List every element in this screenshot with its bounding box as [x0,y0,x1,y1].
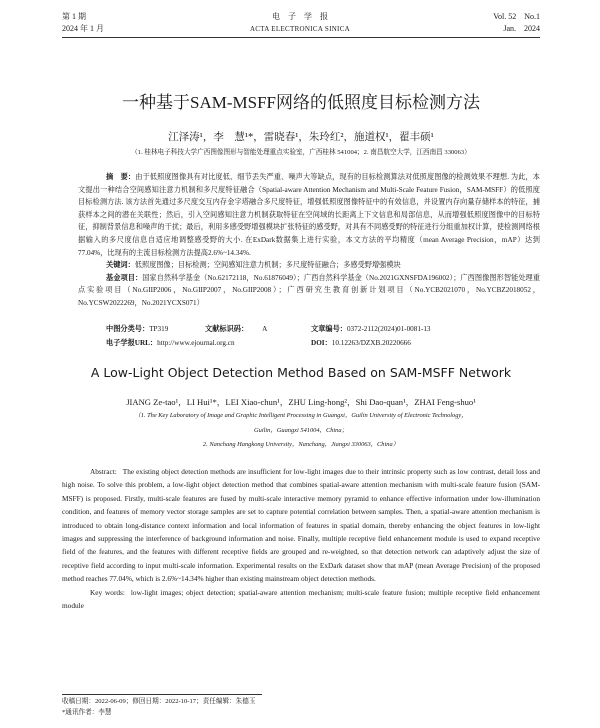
journal-name-cn: 电 子 学 报 [272,12,328,21]
article-number-value: 0372-2112(2024)01-0081-13 [346,325,431,333]
keywords-text-en: low-light images; object detection; spatial-aware attention mechanism; multi-scale feature fusion; multiple receptive field enhancement module [62,587,540,611]
keywords-label-cn: 关键词： [106,261,135,270]
classification-row [106,323,168,335]
authors-cn: 江泽涛¹，李 慧¹*，雷晓春¹，朱玲红²，施道权¹，翟丰硕¹ [168,132,434,143]
abstract-en [62,465,540,612]
doc-code-value: A [262,325,268,333]
affiliation-cn: （1. 桂林电子科技大学广西图像图形与智能处理重点实验室，广西桂林 541004；2. 南昌航空大学，江西南昌 330063） [131,149,471,156]
doc-code-row [205,323,267,335]
header-rule [62,37,540,38]
header-left [62,11,104,35]
url-label: 电子学报URL： [106,339,158,347]
url-link[interactable]: http://www.ejournal.org.cn [157,339,235,347]
clc-value: TP319 [149,325,169,333]
url-row [106,337,235,349]
affiliation-en-line-1: （1. The Key Laboratory of Image and Graphic Intelligent Processing in Guangxi，Guilin University of Electronic Technology， [134,412,468,419]
affiliation-en-line-2: Guilin，Guangxi 541004，China； [254,426,348,434]
abstract-label-en: Abstract: [90,467,117,476]
title-cn: 一种基于SAM-MSFF网络的低照度目标检测方法 [122,93,480,112]
title-en: A Low-Light Object Detection Method Based on SAM-MSFF Network [90,365,512,380]
article-number-row [311,323,431,335]
date-cn: 2024 年 1 月 [62,24,104,33]
abstract-cn [78,171,540,310]
doi-value[interactable]: 10.12263/DZXB.20220666 [331,339,411,347]
article-number-label: 文章编号： [311,325,347,333]
issue-cn: 第 1 期 [62,12,86,21]
doi-label: DOI： [311,339,332,347]
date-en: Jan. 2024 [503,24,540,33]
doc-code-label: 文献标识码： [205,325,249,333]
volume-en: Vol. 52 No.1 [493,12,540,21]
keywords-text-cn: 低照度图像；目标检测；空间感知注意力机制；多尺度特征融合；多感受野增强模块 [134,261,401,270]
journal-name-en: ACTA ELECTRONICA SINICA [249,25,351,33]
header-center [200,11,400,35]
fund-label-cn: 基金项目： [106,273,143,282]
corresponding-author: *通讯作者：李慧 [62,709,112,716]
affiliation-en-line-3: 2. Nanchang Hangkong University，Nanchang，Jiangxi 330063，China） [202,441,400,448]
abstract-text-en: The existing object detection methods are insufficient for low-light images due to their intrinsic property such as low contrast, detail loss and high noise. To solve this problem, a low-light object detection method that combines spatial-aware attention mechanism with multi-scale feature fusion (SAM-MSFF) is proposed. Firstly, multi-scale features are fused by multi-scale interactive memory pyramid to enhance effective information under low-illumination condition, and features of memory vector storage samples are set to capture potential correlation between samples. Then, a spatial-aware attention mechanism is introduced to obtain long-distance context information and local information of features in spatial domain, thereby enhancing the object features in low-light images and suppressing the interference of background information and noise. Finally, multiple receptive field enhancement module is used to expand receptive field of the features, and the features with different receptive fields are grouped and re-weighted, so that detection network can adaptively adjust the size of receptive field according to input multi-scale information. Experimental results on the ExDark dataset show that mAP (mean Average Precision) of the proposed method reaches 77.04%, which is 2.6%~14.34% higher than existing mainstream object detection methods. [62,467,540,584]
clc-label: 中图分类号： [106,325,150,333]
footer-notes [62,696,255,718]
fund-text-cn: 国家自然科学基金（No.62172118，No.61876049）；广西自然科学基金（No.2021GXNSFDA196002）；广西图像图形智能处理重点实验项目（No.GIIP2006，No.GIIP2007，No.GIIP2008）；广西研究生教育创新计划项目（No.YCB2021070，No.YCBZ2018052，No.YCSW2022269，No.2021YCXS071） [78,273,540,307]
affiliation-en [62,411,540,451]
footer-rule [62,694,262,695]
authors-en: JIANG Ze-tao¹，LI Hui¹*，LEI Xiao-chun¹，ZHU Ling-hong²，Shi Dao-quan¹，ZHAI Feng-shuo¹ [126,397,476,407]
keywords-label-en: Key words: [90,587,125,597]
doi-row [311,337,411,349]
abstract-label-cn: 摘 要： [106,173,136,181]
abstract-text-cn: 由于低照度图像具有对比度低、细节丢失严重、噪声大等缺点，现有的目标检测算法对低照度图像的检测效果不理想. 为此，本文提出一种结合空间感知注意力机制和多尺度特征融合（Spatial-aware Attention Mechanism and Multi-Scale Feature Fusion，SAM-MSFF）的低照度目标检测方法. 该方法首先通过多尺度交互内存金字塔融合多尺度特征，增强低照度图像特征中的有效信息，并设置内存向量存储样本的特征，捕获样本之间的潜在关联性；然后，引入空间感知注意力机制获取特征在空间域的长距离上下文信息和局部信息，从而增强低照度图像中的目标特征，抑制背景信息和噪声的干扰；最后，利用多感受野增强模块扩张特征的感受野，对具有不同感受野的特征进行分组重加权计算，使检测网络根据输入的多尺度信息自适应地调整感受野的大小. 在ExDark数据集上进行实验，本文方法的平均精度（mean Average Precision，mAP）达到77.04%，比现有的主流目标检测方法提高2.6%~14.34%. [78,173,540,257]
received-dates: 收稿日期：2022-06-09；修回日期：2022-10-17；责任编辑：朱德玉 [62,698,256,705]
header-right [493,11,540,35]
